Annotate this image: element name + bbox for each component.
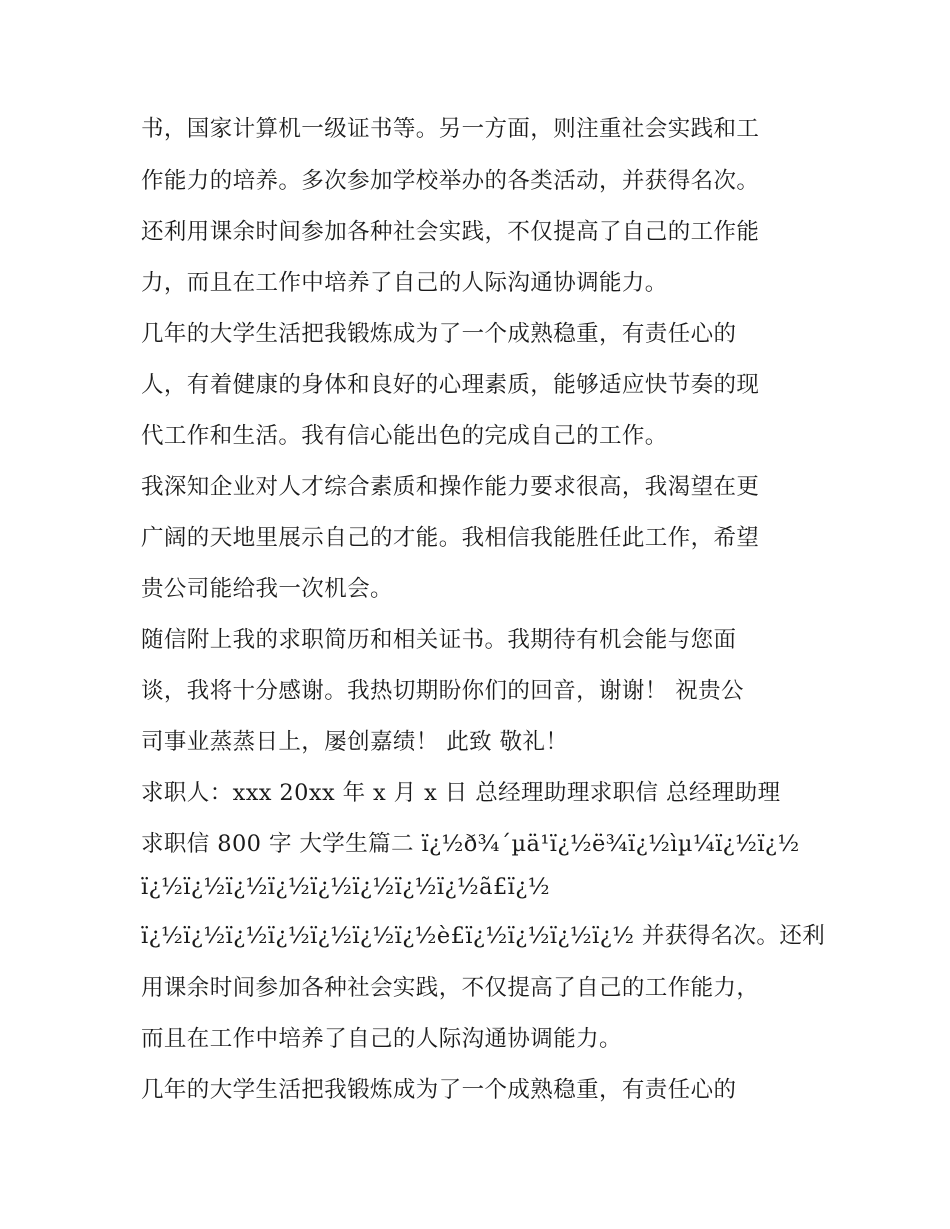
text-line: ï¿½ï¿½ï¿½ï¿½ï¿½ï¿½ï¿½ï¿½ã£ï¿½: [141, 874, 550, 900]
text-line: 书，国家计算机一级证书等。另一方面，则注重社会实践和工: [141, 116, 760, 142]
text-line: 贵公司能给我一次机会。: [141, 576, 393, 602]
text-line: 我深知企业对人才综合素质和操作能力要求很高，我渴望在更: [141, 474, 760, 500]
text-line: 广阔的天地里展示自己的才能。我相信我能胜任此工作，希望: [141, 525, 760, 551]
text-line: 谈，我将十分感谢。我热切期盼你们的回音，谢谢！ 祝贵公: [141, 678, 744, 704]
text-line: ï¿½ï¿½ï¿½ï¿½ï¿½ï¿½ï¿½è£ï¿½ï¿½ï¿½ï¿½ 并获得名次。还利: [141, 923, 826, 949]
text-line: 人，有着健康的身体和良好的心理素质，能够适应快节奏的现: [141, 372, 760, 398]
text-line: 力，而且在工作中培养了自己的人际沟通协调能力。: [141, 270, 668, 296]
text-line: 代工作和生活。我有信心能出色的完成自己的工作。: [141, 423, 668, 449]
text-line: 还利用课余时间参加各种社会实践，不仅提高了自己的工作能: [141, 219, 760, 245]
text-line: 几年的大学生活把我锻炼成为了一个成熟稳重，有责任心的: [141, 321, 737, 347]
text-line: 求职人：xxx 20xx 年 x 月 x 日 总经理助理求职信 总经理助理: [141, 780, 781, 806]
text-line: 随信附上我的求职简历和相关证书。我期待有机会能与您面: [141, 627, 737, 653]
text-line: 作能力的培养。多次参加学校举办的各类活动，并获得名次。: [141, 168, 760, 194]
text-line: 用课余时间参加各种社会实践，不仅提高了自己的工作能力，: [141, 975, 760, 1001]
text-line: 求职信 800 字 大学生篇二 ï¿½ð¾´µä¹ï¿½ë¾ï¿½ìµ¼ï¿½ï¿½: [141, 831, 800, 857]
text-line: 而且在工作中培养了自己的人际沟通协调能力。: [141, 1026, 622, 1052]
text-line: 几年的大学生活把我锻炼成为了一个成熟稳重，有责任心的: [141, 1077, 737, 1103]
text-line: 司事业蒸蒸日上，屡创嘉绩！ 此致 敬礼！: [141, 729, 569, 755]
